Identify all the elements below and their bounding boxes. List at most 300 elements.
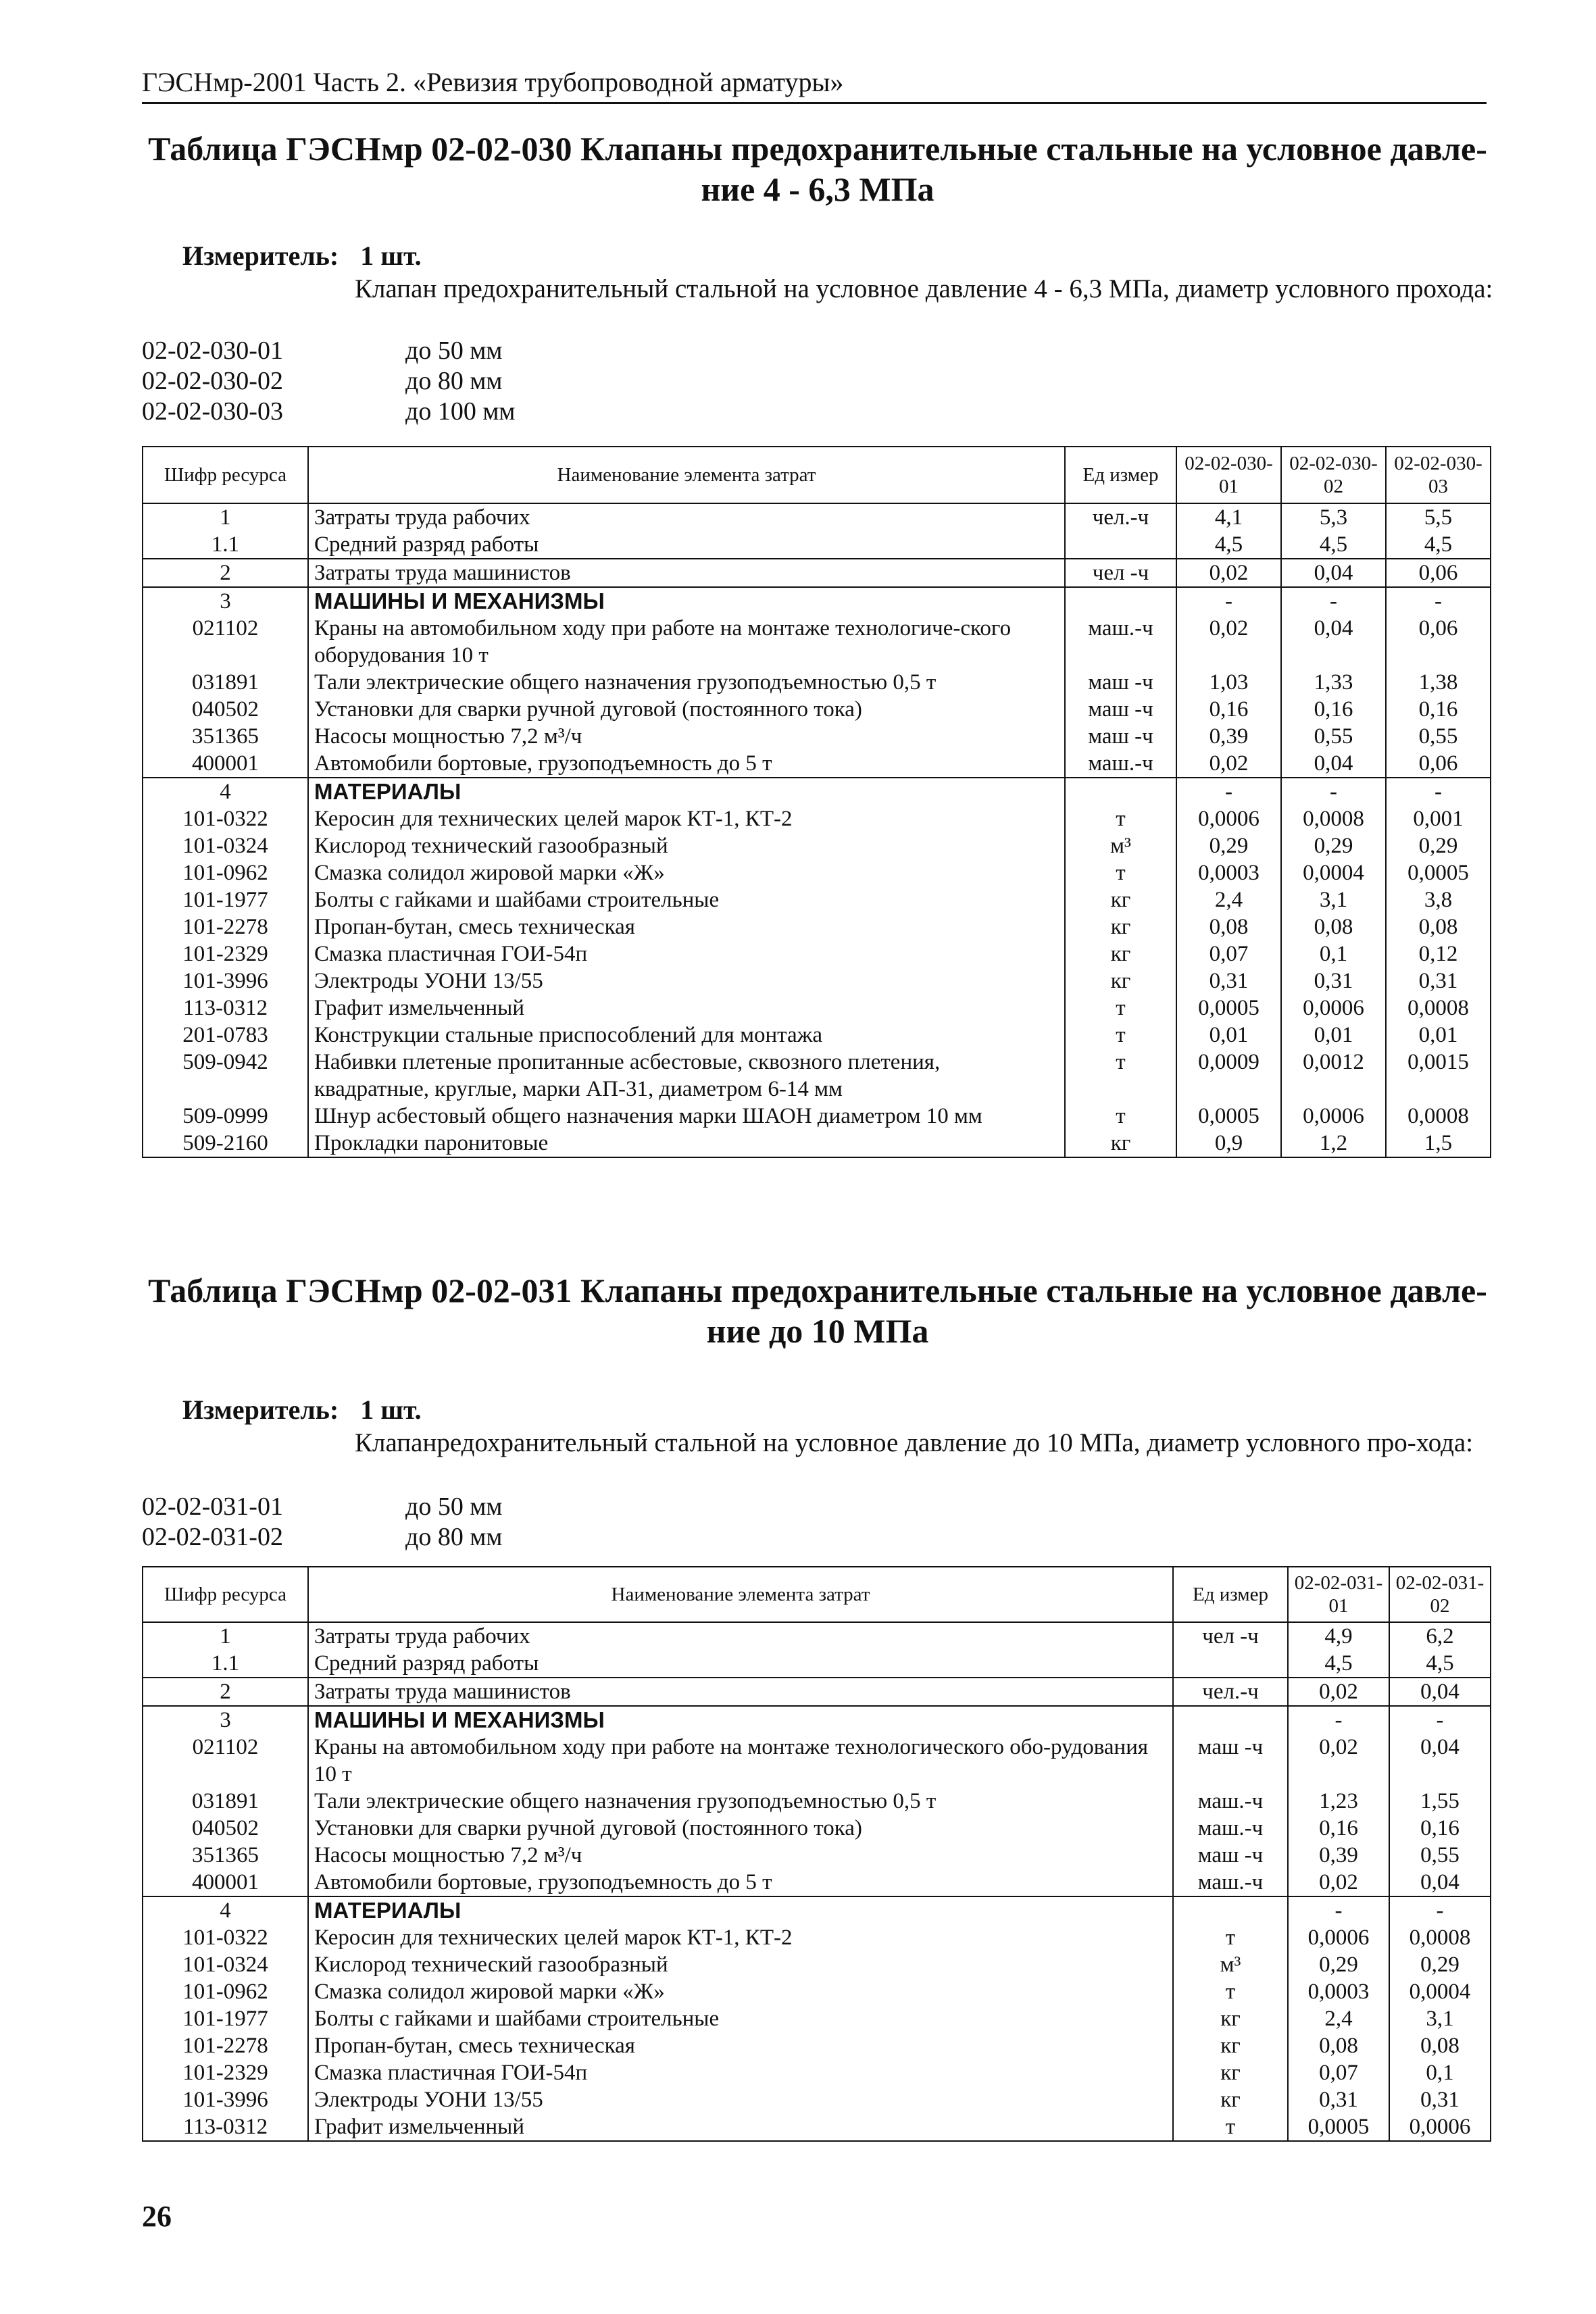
item-codes-030 <box>142 336 515 427</box>
cell-value: 0,0006 <box>1176 805 1281 832</box>
table-body-031 <box>143 1622 1491 2141</box>
cell-code: 101-2329 <box>143 2059 308 2086</box>
cell-code: 2 <box>143 559 308 587</box>
meter-unit: 1 шт. <box>360 1394 422 1425</box>
table-title-line: ние до 10 МПа <box>706 1312 929 1350</box>
cell-value: 0,29 <box>1386 832 1491 859</box>
resource-table-031 <box>142 1566 1491 2142</box>
cell-value: 0,0008 <box>1281 805 1386 832</box>
cell-code: 1.1 <box>143 531 308 559</box>
table-row <box>143 503 1491 531</box>
table-row <box>143 1622 1491 1650</box>
cell-value: 0,29 <box>1389 1951 1491 1978</box>
cell-value: 0,16 <box>1281 696 1386 723</box>
table-row <box>143 805 1491 832</box>
cell-name: Краны на автомобильном ходу при работе на монтаже технологиче-ского оборудования 10 т <box>308 615 1065 669</box>
cell-unit: м³ <box>1065 832 1176 859</box>
cell-value: 0,0006 <box>1288 1924 1389 1951</box>
cell-name: Смазка пластичная ГОИ-54п <box>308 940 1065 967</box>
table-row <box>143 2059 1491 2086</box>
cell-value: 0,01 <box>1281 1022 1386 1049</box>
cell-code: 351365 <box>143 723 308 750</box>
cell-code: 021102 <box>143 1734 308 1788</box>
item-size: до 100 мм <box>405 397 516 426</box>
cell-unit: маш.-ч <box>1065 750 1176 778</box>
table-title-030 <box>145 128 1490 209</box>
item-size: до 50 мм <box>405 1492 503 1521</box>
cell-value: 4,5 <box>1389 1650 1491 1678</box>
table-row <box>143 1951 1491 1978</box>
cell-value: 0,55 <box>1281 723 1386 750</box>
cell-value: 0,0005 <box>1176 1103 1281 1130</box>
cell-unit: т <box>1065 805 1176 832</box>
cell-unit <box>1173 1896 1288 1924</box>
meter-unit: 1 шт. <box>360 241 422 271</box>
header-name: Наименование элемента затрат <box>308 447 1065 503</box>
cell-unit: маш -ч <box>1173 1842 1288 1869</box>
cell-value: 1,33 <box>1281 669 1386 696</box>
cell-code: 040502 <box>143 696 308 723</box>
cell-name: Электроды УОНИ 13/55 <box>308 2086 1173 2113</box>
cell-unit: т <box>1173 1978 1288 2005</box>
cell-name: Средний разряд работы <box>308 531 1065 559</box>
cell-value: 5,3 <box>1281 503 1386 531</box>
header-unit: Ед измер <box>1173 1567 1288 1622</box>
cell-value: 0,1 <box>1281 940 1386 967</box>
cell-name: Пропан-бутан, смесь техническая <box>308 2032 1173 2059</box>
cell-value: 0,1 <box>1389 2059 1491 2086</box>
cell-name: Затраты труда машинистов <box>308 559 1065 587</box>
cell-name: МАТЕРИАЛЫ <box>308 1896 1173 1924</box>
cell-value: - <box>1176 778 1281 805</box>
cell-code: 400001 <box>143 1869 308 1896</box>
cell-unit: кг <box>1065 967 1176 995</box>
table-row <box>143 1706 1491 1734</box>
table-row <box>143 1734 1491 1788</box>
cell-value: 4,9 <box>1288 1622 1389 1650</box>
cell-value: 0,02 <box>1176 559 1281 587</box>
cell-value: 0,02 <box>1288 1734 1389 1788</box>
cell-code: 509-0999 <box>143 1103 308 1130</box>
cell-unit: кг <box>1173 2005 1288 2032</box>
cell-code: 101-0962 <box>143 1978 308 2005</box>
cell-name: Пропан-бутан, смесь техническая <box>308 913 1065 940</box>
cell-unit: кг <box>1173 2086 1288 2113</box>
cell-value: 0,31 <box>1386 967 1491 995</box>
cell-value: 0,07 <box>1176 940 1281 967</box>
running-header: ГЭСНмр-2001 Часть 2. «Ревизия трубопроводной арматуры» <box>142 66 1487 104</box>
cell-name: Затраты труда рабочих <box>308 1622 1173 1650</box>
cell-code: 113-0312 <box>143 995 308 1022</box>
table-row <box>143 1650 1491 1678</box>
table-row <box>143 531 1491 559</box>
cell-code: 101-3996 <box>143 2086 308 2113</box>
table-row <box>143 615 1491 669</box>
cell-value: 0,01 <box>1386 1022 1491 1049</box>
cell-value: 0,0008 <box>1386 995 1491 1022</box>
cell-unit: маш -ч <box>1065 669 1176 696</box>
item-code: 02-02-030-02 <box>142 367 283 395</box>
cell-name: Насосы мощностью 7,2 м³/ч <box>308 1842 1173 1869</box>
cell-code: 400001 <box>143 750 308 778</box>
cell-name: Затраты труда рабочих <box>308 503 1065 531</box>
cell-code: 351365 <box>143 1842 308 1869</box>
cell-value: 0,0005 <box>1176 995 1281 1022</box>
table-row <box>143 1896 1491 1924</box>
cell-value: 0,0006 <box>1389 2113 1491 2141</box>
table-body-030 <box>143 503 1491 1157</box>
cell-code: 101-1977 <box>143 2005 308 2032</box>
cell-name: Электроды УОНИ 13/55 <box>308 967 1065 995</box>
cell-value: 0,02 <box>1176 750 1281 778</box>
cell-value: 1,5 <box>1386 1130 1491 1157</box>
cell-unit <box>1173 1650 1288 1678</box>
cell-unit: т <box>1065 1103 1176 1130</box>
cell-code: 040502 <box>143 1815 308 1842</box>
cell-value: 5,5 <box>1386 503 1491 531</box>
cell-value: 4,5 <box>1386 531 1491 559</box>
page-number: 26 <box>142 2200 172 2233</box>
cell-name: Керосин для технических целей марок КТ-1, КТ-2 <box>308 1924 1173 1951</box>
resource-table-030 <box>142 446 1491 1158</box>
cell-value: 3,8 <box>1386 886 1491 913</box>
cell-code: 4 <box>143 778 308 805</box>
cell-unit: чел.-ч <box>1173 1678 1288 1706</box>
cell-value: 4,1 <box>1176 503 1281 531</box>
cell-code: 101-2278 <box>143 2032 308 2059</box>
description-031: Клапанредохранительный стальной на условное давление до 10 МПа, диаметр условного про-хода: <box>355 1428 1474 1457</box>
cell-name: Насосы мощностью 7,2 м³/ч <box>308 723 1065 750</box>
item-code: 02-02-031-01 <box>142 1492 283 1521</box>
cell-value: 0,08 <box>1386 913 1491 940</box>
cell-code: 031891 <box>143 1788 308 1815</box>
cell-value: 1,23 <box>1288 1788 1389 1815</box>
cell-value: - <box>1389 1896 1491 1924</box>
cell-value: 0,16 <box>1176 696 1281 723</box>
cell-code: 3 <box>143 587 308 615</box>
meter-label: Измеритель: <box>182 241 339 271</box>
table-row <box>143 967 1491 995</box>
header-col: 02-02-030-03 <box>1386 447 1491 503</box>
cell-value: 0,31 <box>1281 967 1386 995</box>
cell-value: 0,02 <box>1288 1869 1389 1896</box>
cell-unit: т <box>1173 1924 1288 1951</box>
cell-unit: чел -ч <box>1065 559 1176 587</box>
cell-name: Автомобили бортовые, грузоподъемность до 5 т <box>308 750 1065 778</box>
cell-value: - <box>1176 587 1281 615</box>
table-title-line: Таблица ГЭСНмр 02-02-030 Клапаны предохранительные стальные на условное давле- <box>148 130 1487 168</box>
cell-name: Набивки плетеные пропитанные асбестовые, сквозного плетения, квадратные, круглые, марки АП-31, диаметром 6-14 мм <box>308 1049 1065 1103</box>
cell-value: 0,06 <box>1386 750 1491 778</box>
table-row <box>143 859 1491 886</box>
table-row <box>143 1103 1491 1130</box>
cell-value: 1,2 <box>1281 1130 1386 1157</box>
cell-unit: маш -ч <box>1173 1734 1288 1788</box>
table-row <box>143 1130 1491 1157</box>
table-row <box>143 1788 1491 1815</box>
cell-unit <box>1173 1706 1288 1734</box>
item-code-row <box>142 397 515 427</box>
cell-name: Смазка пластичная ГОИ-54п <box>308 2059 1173 2086</box>
cell-code: 1 <box>143 1622 308 1650</box>
cell-unit: маш.-ч <box>1065 615 1176 669</box>
cell-code: 1.1 <box>143 1650 308 1678</box>
cell-value: 0,0012 <box>1281 1049 1386 1103</box>
cell-unit: т <box>1065 1049 1176 1103</box>
header-col: 02-02-030-02 <box>1281 447 1386 503</box>
cell-value: 0,06 <box>1386 615 1491 669</box>
cell-code: 509-0942 <box>143 1049 308 1103</box>
table-row <box>143 940 1491 967</box>
cell-value: 1,38 <box>1386 669 1491 696</box>
cell-value: 0,31 <box>1288 2086 1389 2113</box>
cell-unit: кг <box>1065 940 1176 967</box>
cell-name: Шнур асбестовый общего назначения марки ШАОН диаметром 10 мм <box>308 1103 1065 1130</box>
header-col: 02-02-031-01 <box>1288 1567 1389 1622</box>
cell-code: 101-2278 <box>143 913 308 940</box>
item-size: до 50 мм <box>405 336 503 365</box>
cell-value: 0,08 <box>1389 2032 1491 2059</box>
cell-value: 2,4 <box>1176 886 1281 913</box>
cell-value: - <box>1288 1896 1389 1924</box>
cell-name: Затраты труда машинистов <box>308 1678 1173 1706</box>
cell-code: 2 <box>143 1678 308 1706</box>
cell-name: Автомобили бортовые, грузоподъемность до 5 т <box>308 1869 1173 1896</box>
cell-value: 0,0006 <box>1281 1103 1386 1130</box>
item-code-row <box>142 1492 502 1522</box>
cell-value: 0,0004 <box>1389 1978 1491 2005</box>
cell-value: 6,2 <box>1389 1622 1491 1650</box>
cell-code: 101-0322 <box>143 1924 308 1951</box>
table-row <box>143 886 1491 913</box>
cell-value: 0,16 <box>1389 1815 1491 1842</box>
cell-value: 0,08 <box>1281 913 1386 940</box>
cell-name: Смазка солидол жировой марки «Ж» <box>308 859 1065 886</box>
cell-value: 0,0008 <box>1389 1924 1491 1951</box>
item-size: до 80 мм <box>405 367 503 395</box>
cell-name: Смазка солидол жировой марки «Ж» <box>308 1978 1173 2005</box>
cell-name: МАШИНЫ И МЕХАНИЗМЫ <box>308 587 1065 615</box>
meter-031 <box>182 1394 422 1426</box>
cell-value: - <box>1281 778 1386 805</box>
table-row <box>143 669 1491 696</box>
cell-value: 0,02 <box>1176 615 1281 669</box>
table-row <box>143 2113 1491 2141</box>
cell-name: Краны на автомобильном ходу при работе на монтаже технологического обо-рудования 10 т <box>308 1734 1173 1788</box>
cell-value: - <box>1386 587 1491 615</box>
cell-unit: маш.-ч <box>1173 1815 1288 1842</box>
table-title-line: ние 4 - 6,3 МПа <box>701 170 934 208</box>
cell-value: 0,0015 <box>1386 1049 1491 1103</box>
cell-code: 101-3996 <box>143 967 308 995</box>
table-row <box>143 778 1491 805</box>
cell-value: 0,06 <box>1386 559 1491 587</box>
cell-value: 0,55 <box>1389 1842 1491 1869</box>
cell-name: МАШИНЫ И МЕХАНИЗМЫ <box>308 1706 1173 1734</box>
cell-code: 509-2160 <box>143 1130 308 1157</box>
cell-value: 0,07 <box>1288 2059 1389 2086</box>
cell-name: МАТЕРИАЛЫ <box>308 778 1065 805</box>
cell-unit: маш -ч <box>1065 723 1176 750</box>
table-row <box>143 995 1491 1022</box>
table-row <box>143 1924 1491 1951</box>
table-row <box>143 1842 1491 1869</box>
table-row <box>143 913 1491 940</box>
cell-name: Керосин для технических целей марок КТ-1, КТ-2 <box>308 805 1065 832</box>
cell-value: 0,01 <box>1176 1022 1281 1049</box>
cell-value: 0,02 <box>1288 1678 1389 1706</box>
cell-code: 031891 <box>143 669 308 696</box>
item-code-row <box>142 1522 502 1553</box>
cell-unit: т <box>1173 2113 1288 2141</box>
cell-value: 0,16 <box>1288 1815 1389 1842</box>
cell-code: 101-0322 <box>143 805 308 832</box>
cell-code: 101-0962 <box>143 859 308 886</box>
cell-value: - <box>1281 587 1386 615</box>
cell-value: 4,5 <box>1288 1650 1389 1678</box>
cell-value: 0,04 <box>1389 1734 1491 1788</box>
table-row <box>143 1022 1491 1049</box>
cell-unit <box>1065 587 1176 615</box>
table-row <box>143 2005 1491 2032</box>
cell-name: Кислород технический газообразный <box>308 832 1065 859</box>
cell-value: - <box>1386 778 1491 805</box>
item-code: 02-02-031-02 <box>142 1523 283 1551</box>
item-codes-031 <box>142 1492 502 1553</box>
cell-value: 0,0008 <box>1386 1103 1491 1130</box>
table-row <box>143 587 1491 615</box>
header-col: 02-02-031-02 <box>1389 1567 1491 1622</box>
cell-unit: т <box>1065 995 1176 1022</box>
table-title-line: Таблица ГЭСНмр 02-02-031 Клапаны предохранительные стальные на условное давле- <box>148 1272 1487 1309</box>
cell-value: 1,03 <box>1176 669 1281 696</box>
cell-unit: кг <box>1173 2032 1288 2059</box>
cell-value: 0,29 <box>1176 832 1281 859</box>
cell-value: 0,04 <box>1281 559 1386 587</box>
cell-value: 0,0005 <box>1386 859 1491 886</box>
cell-unit: м³ <box>1173 1951 1288 1978</box>
cell-value: 4,5 <box>1281 531 1386 559</box>
header-code: Шифр ресурса <box>143 1567 308 1622</box>
cell-name: Тали электрические общего назначения грузоподъемностью 0,5 т <box>308 669 1065 696</box>
table-row <box>143 2032 1491 2059</box>
table-row <box>143 1815 1491 1842</box>
item-code-row <box>142 366 515 397</box>
cell-value: 0,31 <box>1176 967 1281 995</box>
table-row <box>143 832 1491 859</box>
cell-code: 1 <box>143 503 308 531</box>
item-code: 02-02-030-01 <box>142 336 283 365</box>
cell-unit: чел -ч <box>1173 1622 1288 1650</box>
cell-value: 3,1 <box>1281 886 1386 913</box>
cell-value: 3,1 <box>1389 2005 1491 2032</box>
cell-unit: маш.-ч <box>1173 1788 1288 1815</box>
cell-value: 0,29 <box>1288 1951 1389 1978</box>
cell-unit <box>1065 531 1176 559</box>
table-row <box>143 1869 1491 1896</box>
cell-name: Тали электрические общего назначения грузоподъемностью 0,5 т <box>308 1788 1173 1815</box>
cell-value: 0,0003 <box>1288 1978 1389 2005</box>
cell-unit <box>1065 778 1176 805</box>
cell-unit: кг <box>1065 1130 1176 1157</box>
cell-value: 0,16 <box>1386 696 1491 723</box>
cell-value: 0,0009 <box>1176 1049 1281 1103</box>
table-row <box>143 1678 1491 1706</box>
cell-value: - <box>1389 1706 1491 1734</box>
cell-code: 101-1977 <box>143 886 308 913</box>
cell-value: 0,31 <box>1389 2086 1491 2113</box>
table-row <box>143 723 1491 750</box>
cell-value: 0,29 <box>1281 832 1386 859</box>
item-size: до 80 мм <box>405 1523 503 1551</box>
item-code-row <box>142 336 515 366</box>
cell-code: 021102 <box>143 615 308 669</box>
cell-code: 201-0783 <box>143 1022 308 1049</box>
cell-unit: кг <box>1173 2059 1288 2086</box>
table-row <box>143 750 1491 778</box>
cell-name: Кислород технический газообразный <box>308 1951 1173 1978</box>
meter-label: Измеритель: <box>182 1394 339 1425</box>
cell-value: 0,08 <box>1176 913 1281 940</box>
cell-name: Прокладки паронитовые <box>308 1130 1065 1157</box>
table-row <box>143 559 1491 587</box>
cell-value: 0,55 <box>1386 723 1491 750</box>
cell-code: 4 <box>143 1896 308 1924</box>
cell-value: 0,04 <box>1281 615 1386 669</box>
cell-name: Установки для сварки ручной дуговой (постоянного тока) <box>308 1815 1173 1842</box>
header-code: Шифр ресурса <box>143 447 308 503</box>
header-unit: Ед измер <box>1065 447 1176 503</box>
cell-value: 0,04 <box>1281 750 1386 778</box>
cell-name: Графит измельченный <box>308 2113 1173 2141</box>
cell-value: 0,001 <box>1386 805 1491 832</box>
cell-code: 101-0324 <box>143 1951 308 1978</box>
cell-value: 0,39 <box>1288 1842 1389 1869</box>
table-title-031 <box>145 1270 1490 1351</box>
cell-value: 0,39 <box>1176 723 1281 750</box>
cell-value: 0,0004 <box>1281 859 1386 886</box>
cell-name: Графит измельченный <box>308 995 1065 1022</box>
cell-unit: маш -ч <box>1065 696 1176 723</box>
cell-unit: т <box>1065 859 1176 886</box>
cell-unit: чел.-ч <box>1065 503 1176 531</box>
header-col: 02-02-030-01 <box>1176 447 1281 503</box>
cell-value: 0,9 <box>1176 1130 1281 1157</box>
cell-code: 113-0312 <box>143 2113 308 2141</box>
cell-code: 101-2329 <box>143 940 308 967</box>
cell-code: 3 <box>143 1706 308 1734</box>
cell-value: 0,0003 <box>1176 859 1281 886</box>
cell-name: Установки для сварки ручной дуговой (постоянного тока) <box>308 696 1065 723</box>
cell-value: 0,04 <box>1389 1869 1491 1896</box>
cell-name: Болты с гайками и шайбами строительные <box>308 2005 1173 2032</box>
cell-name: Средний разряд работы <box>308 1650 1173 1678</box>
cell-unit: кг <box>1065 886 1176 913</box>
cell-unit: маш.-ч <box>1173 1869 1288 1896</box>
cell-name: Конструкции стальные приспособлений для монтажа <box>308 1022 1065 1049</box>
cell-value: 1,55 <box>1389 1788 1491 1815</box>
cell-value: 0,0005 <box>1288 2113 1389 2141</box>
table-row <box>143 696 1491 723</box>
cell-value: 0,12 <box>1386 940 1491 967</box>
cell-value: 2,4 <box>1288 2005 1389 2032</box>
cell-unit: т <box>1065 1022 1176 1049</box>
table-row <box>143 2086 1491 2113</box>
cell-value: 0,08 <box>1288 2032 1389 2059</box>
description-030: Клапан предохранительный стальной на условное давление 4 - 6,3 МПа, диаметр условного прохода: <box>355 274 1493 303</box>
cell-unit: кг <box>1065 913 1176 940</box>
cell-value: - <box>1288 1706 1389 1734</box>
